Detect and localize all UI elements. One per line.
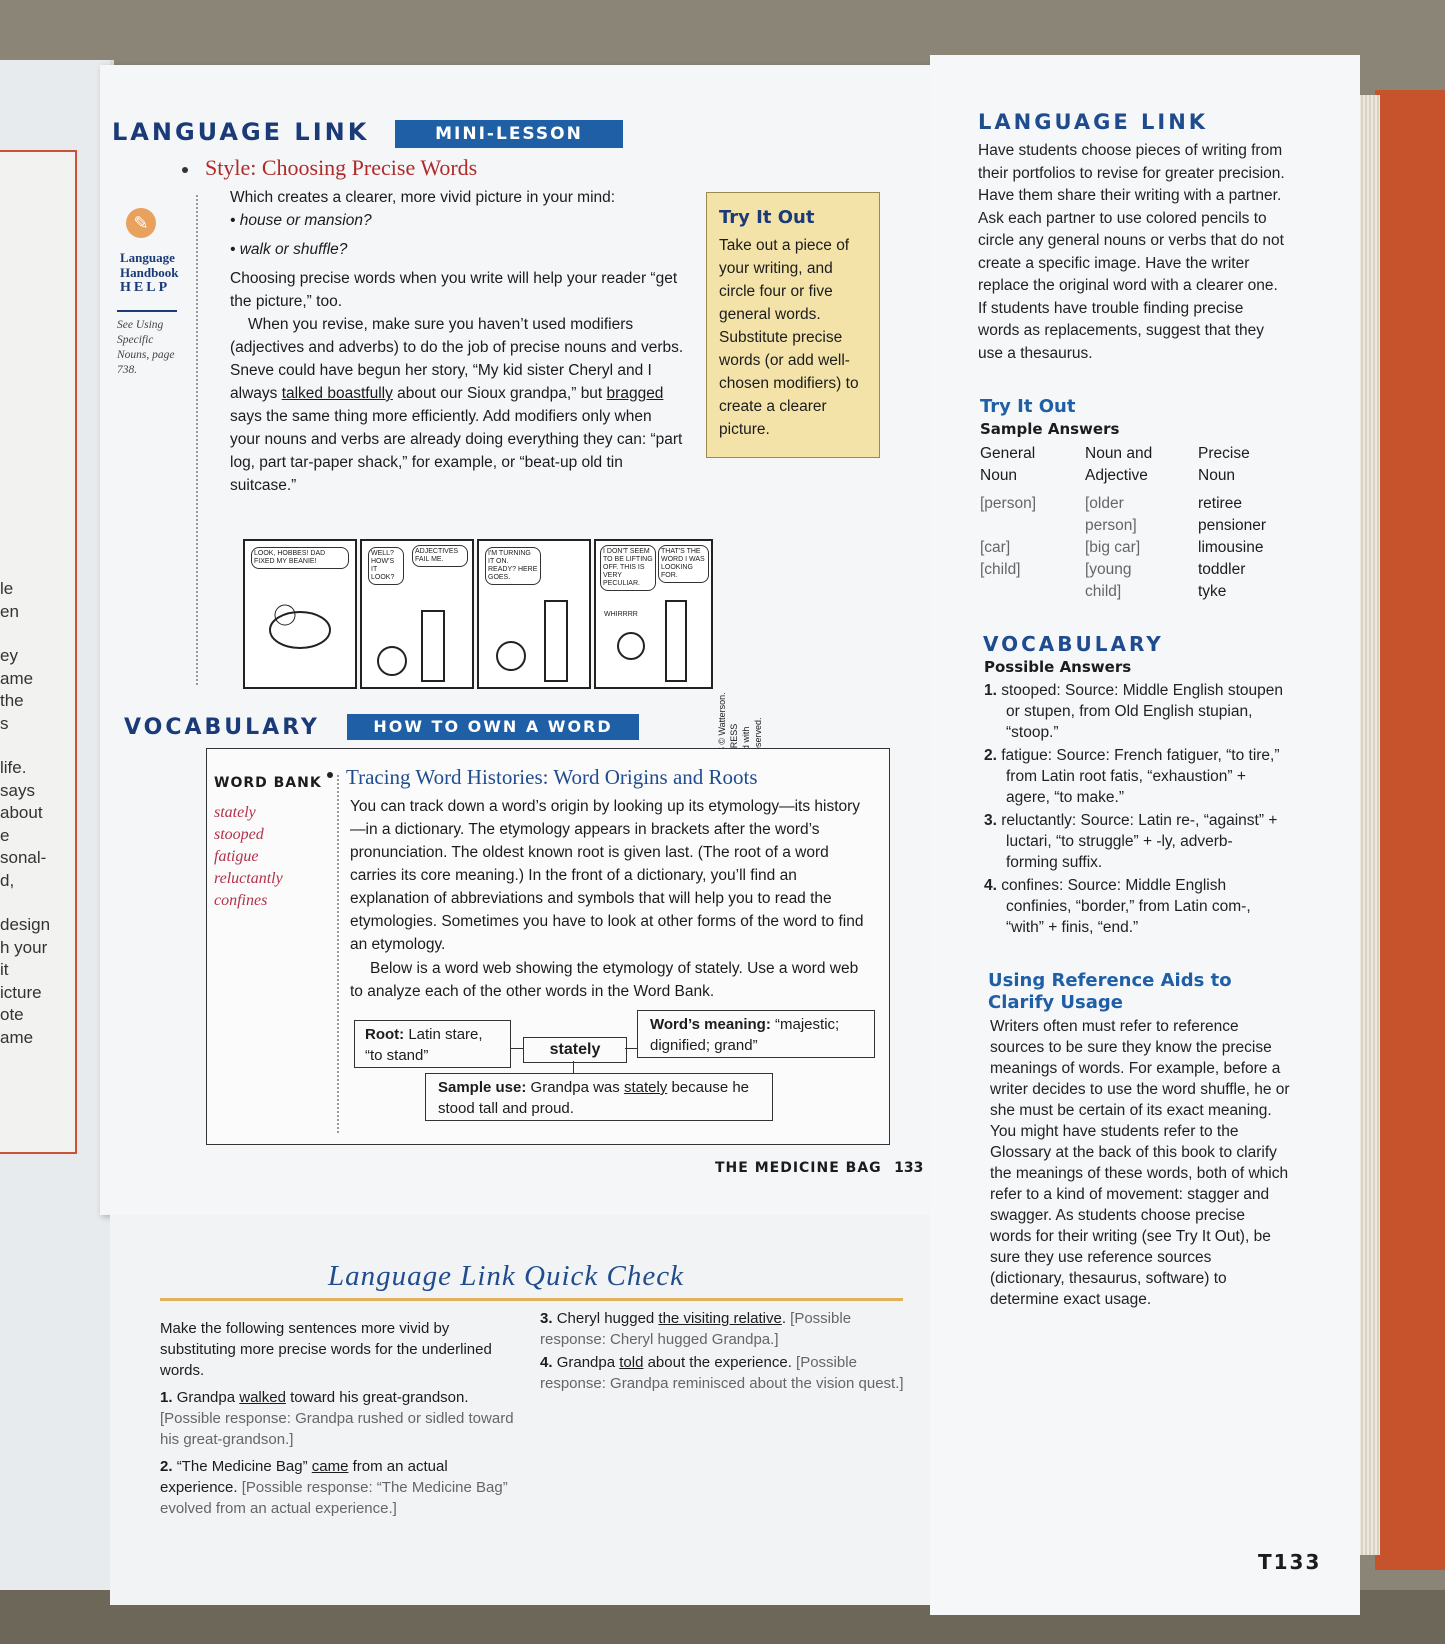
sample-answers-title: Sample Answers: [980, 420, 1120, 438]
word-bank-item: fatigue: [214, 848, 259, 865]
web-text: because he stood tall and proud.: [438, 1079, 750, 1117]
answer-text: fatigue: Source: French fatiguer, “to tire,” from Latin root fatis, “exhaustion” + agere, “to make.”: [1001, 747, 1280, 806]
speech-bubble: ADJECTIVES FAIL ME.: [412, 545, 468, 567]
word-bank-list: [214, 802, 283, 912]
text-run: When you revise, make sure you haven’t used modifiers (adjectives and adverbs) to do the job of precise nouns and verbs. Sneve could have begun her story, “My kid sister Cheryl and I always: [230, 316, 684, 402]
table-cell: retiree pensioner: [1198, 495, 1267, 534]
book-cover-edge: [1375, 90, 1445, 1570]
fragment: it: [0, 960, 9, 979]
text-run: about the experience.: [643, 1354, 792, 1371]
bullet-dot: [182, 167, 188, 173]
word-bank-item: confines: [214, 892, 268, 909]
text-run: toward his great-grandson.: [285, 1389, 469, 1406]
fragment: the: [0, 691, 24, 710]
bullet-text: house or mansion?: [239, 212, 372, 229]
answer-number: 1.: [984, 682, 997, 699]
text-run: from an actual experience.: [160, 1458, 448, 1496]
calvin-drawing: [596, 541, 711, 687]
answer-item: [984, 745, 1284, 808]
handbook-line: Handbook: [120, 265, 179, 280]
item-number: 4.: [540, 1354, 553, 1371]
underlined-word: told: [619, 1354, 644, 1371]
fragment: h your: [0, 937, 48, 957]
reference-aids-text: Writers often must refer to reference sources to be sure they know the precise meanings of words. For example, before a writer decides to use the word shuffle, he or she must be certain of its exact meaning. You might have students refer to the Glossary at the back of this book to clarify the meanings of these words, both of which refer to a kind of movement: stagger and swagger. As students choose precise words for their writing (see Try It Out), be sure they use reference sources (dictionary, thesaurus, software) to determine exact usage.: [990, 1018, 1290, 1308]
web-root-box: [354, 1020, 511, 1068]
answer-text: reluctantly: Source: Latin re-, “against” + luctari, “to struggle” + -ly, adverb-forming suffix.: [1001, 812, 1278, 871]
handbook-line: Language: [120, 250, 175, 265]
table-cell: [car]: [980, 539, 1011, 556]
underlined-word: walked: [239, 1389, 286, 1406]
answer-item: [984, 875, 1284, 938]
fragment: says: [0, 780, 35, 800]
teacher-page-number: T133: [1258, 1550, 1322, 1574]
bullet-walk: • walk or shuffle?: [230, 241, 348, 258]
try-it-out-title: Try It Out: [719, 207, 815, 228]
fragment: e: [0, 825, 10, 845]
table-header: Precise Noun: [1198, 445, 1250, 484]
web-text: “majestic; dignified; grand”: [650, 1016, 840, 1054]
web-label: Sample use:: [438, 1079, 527, 1096]
table-cell: [child]: [980, 561, 1021, 578]
word-bank-item: stooped: [214, 826, 264, 843]
lesson-title: Style: Choosing Precise Words: [205, 155, 478, 180]
quick-check-item: [160, 1456, 520, 1519]
quick-check-right: [540, 1308, 910, 1394]
table-cell: [young child]: [1085, 561, 1132, 600]
fragment: ote: [0, 1005, 24, 1024]
handbook-help: HELP: [120, 280, 171, 295]
text-run: “The Medicine Bag”: [176, 1458, 312, 1475]
how-to-own-pill: HOW TO OWN A WORD: [347, 714, 639, 740]
teacher-try-title: Try It Out: [980, 396, 1076, 417]
teacher-language-link-text: Have students choose pieces of writing from their portfolios to revise for greater precision. Have them share their writing with a partner. Ask each partner to use colored pencils to circle any general nouns or verbs that do not create a specific image. Have the writer replace the original word with a clearer one. If students have trouble finding precise words as replacements, suggest that they use a thesaurus.: [978, 142, 1285, 362]
sound-effect: WHIRRRR: [604, 611, 638, 618]
bullet-dot: [327, 772, 333, 778]
web-label: Word’s meaning:: [650, 1016, 771, 1033]
fragment: le: [0, 579, 14, 598]
text-run: Grandpa: [556, 1354, 620, 1371]
answer-item: [984, 680, 1284, 743]
handbook-divider: [117, 310, 177, 312]
possible-response: [Possible response: Grandpa rushed or sidled toward his great-grandson.]: [160, 1410, 514, 1448]
word-bank-title: WORD BANK: [214, 775, 322, 791]
web-text: stately: [623, 1079, 668, 1096]
hobbes-drawing: [362, 591, 472, 691]
lesson-paragraph: Choosing precise words when you write will help your reader “get the picture,” too.: [230, 270, 678, 310]
quick-check-rule: [160, 1298, 903, 1301]
comic-panel-2: [360, 539, 474, 689]
lesson-intro: Which creates a clearer, more vivid picture in your mind:: [230, 189, 616, 206]
possible-response: [Possible response: “The Medicine Bag” evolved from an actual experience.]: [160, 1479, 508, 1517]
word-bank-divider: [337, 775, 339, 1133]
quick-check-left: [160, 1318, 520, 1519]
fragment: d,: [0, 870, 15, 890]
etymology-answers: [984, 680, 1284, 938]
web-text: Grandpa was: [530, 1079, 624, 1096]
fragment: s: [0, 713, 9, 733]
try-it-out-box: [706, 192, 880, 458]
fragment: design: [0, 915, 51, 934]
text-run: says the same thing more efficiently. Add modifiers only when your nouns and verbs are already doing everything they can: “part log, part tar-paper shack,” for example, or “beat-up old tin suitcase.”: [230, 408, 683, 494]
speech-bubble: I'M TURNING IT ON. READY? HERE GOES.: [485, 547, 541, 585]
possible-answers-title: Possible Answers: [984, 658, 1132, 676]
teacher-vocabulary-heading: VOCABULARY: [983, 632, 1164, 656]
table-cell: [person]: [980, 495, 1037, 512]
answer-number: 4.: [984, 877, 997, 894]
language-link-heading: LANGUAGE LINK: [112, 118, 370, 146]
table-header: Noun and Adjective: [1085, 445, 1153, 484]
vocab-lesson-title: Tracing Word Histories: Word Origins and Roots: [346, 765, 758, 789]
quick-check-intro: Make the following sentences more vivid by substituting more precise words for the underlined words.: [160, 1320, 492, 1379]
answer-text: stooped: Source: Middle English stoupen or stupen, from Old English stupian, “stoop.”: [1001, 682, 1284, 741]
answer-number: 2.: [984, 747, 997, 764]
lesson-paragraph-2: [230, 313, 685, 497]
hobbes-drawing: [479, 591, 589, 691]
word-bank-item: reluctantly: [214, 870, 283, 887]
quick-check-item: [160, 1387, 520, 1450]
table-cell: [older person]: [1085, 495, 1137, 534]
comic-strip: [243, 539, 713, 689]
web-text: Latin stare, “to stand”: [365, 1026, 483, 1064]
fragment: en: [0, 601, 19, 621]
bullet-text: walk or shuffle?: [239, 241, 348, 258]
web-meaning-box: [637, 1010, 875, 1058]
bullet-house: • house or mansion?: [230, 212, 372, 229]
footer-page-number: 133: [894, 1160, 924, 1176]
speech-bubble: LOOK, HOBBES! DAD FIXED MY BEANIE!: [251, 547, 349, 569]
underlined-word: bragged: [606, 385, 664, 402]
vocab-paragraph-2: Below is a word web showing the etymology of stately. Use a word web to analyze each of the other words in the Word Bank.: [350, 960, 859, 1000]
vocabulary-heading: VOCABULARY: [124, 715, 320, 740]
web-label: Root:: [365, 1026, 405, 1043]
table-cell: limousine: [1198, 539, 1264, 556]
underlined-phrase: the visiting relative: [658, 1310, 782, 1327]
answer-text: confines: Source: Middle English confinies, “border,” from Latin com-, “with” + finis, “end.”: [1001, 877, 1251, 936]
possible-response: [Possible response: Grandpa reminisced about the vision quest.]: [540, 1354, 904, 1392]
reference-aids-heading: Using Reference Aids to Clarify Usage: [988, 970, 1232, 1013]
handbook-note: See Using Specific Nouns, page 738.: [117, 319, 175, 376]
speech-bubble: THAT'S THE WORD I WAS LOOKING FOR.: [658, 545, 709, 583]
web-sample-box: [425, 1073, 773, 1121]
quick-check-item: [540, 1308, 910, 1350]
fragment: icture: [0, 982, 42, 1002]
vocab-paragraph: You can track down a word’s origin by looking up its etymology—its history—in a dictionary. The etymology appears in brackets after the word’s pronunciation. The oldest known root is given last. (The root of a word carries its core meaning.) In the front of a dictionary, you’ll find an explanation of abbreviations and symbols that will help you to read the etymologies. Sometimes you have to look at other forms of the word to find an etymology.: [350, 798, 864, 953]
fragment: life.: [0, 758, 27, 777]
try-it-out-text: Take out a piece of your writing, and circle four or five general words. Substitute precise words (or add well-chosen modifiers) to create a clearer picture.: [719, 237, 859, 438]
item-number: 3.: [540, 1310, 553, 1327]
comic-panel-4: [594, 539, 713, 689]
answer-number: 3.: [984, 812, 997, 829]
answer-item: [984, 810, 1284, 873]
comic-panel-1: [243, 539, 357, 689]
lesson-body: [230, 186, 685, 497]
underlined-word: came: [311, 1458, 349, 1475]
table-header: General Noun: [980, 445, 1036, 484]
item-number: 1.: [160, 1389, 173, 1406]
fragment: about: [0, 803, 43, 822]
handbook-label: [120, 250, 179, 295]
footer-title: THE MEDICINE BAG: [715, 1160, 882, 1176]
text-run: Grandpa: [176, 1389, 240, 1406]
fragment: ey: [0, 646, 18, 665]
calvin-drawing: [245, 575, 355, 685]
table-cell: toddler tyke: [1198, 561, 1246, 600]
web-connector: [625, 1048, 637, 1049]
page-footer: [715, 1160, 923, 1176]
possible-response: [Possible response: Cheryl hugged Grandpa.]: [540, 1310, 852, 1348]
fragment: sonal-: [0, 848, 47, 867]
mini-lesson-pill: MINI-LESSON: [395, 120, 623, 148]
fragment: ame: [0, 1027, 34, 1047]
comic-panel-3: [477, 539, 591, 689]
table-cell: [big car]: [1085, 539, 1141, 556]
text-run: about our Sioux grandpa,” but: [392, 385, 607, 402]
speech-bubble: WELL? HOW'S IT LOOK?: [368, 547, 404, 585]
text-run: .: [781, 1310, 786, 1327]
word-bank-item: stately: [214, 804, 256, 821]
previous-page-text: [0, 578, 60, 1049]
quick-check-title: Language Link Quick Check: [328, 1260, 685, 1292]
speech-bubble: I DON'T SEEM TO BE LIFTING OFF. THIS IS VERY PECULIAR.: [600, 545, 656, 591]
text-run: Cheryl hugged: [556, 1310, 659, 1327]
web-center-box: stately: [523, 1037, 627, 1063]
teacher-language-link-heading: LANGUAGE LINK: [978, 110, 1209, 134]
handbook-icon: ✎: [126, 208, 156, 238]
item-number: 2.: [160, 1458, 173, 1475]
underlined-phrase: talked boastfully: [281, 385, 393, 402]
fragment: ame: [0, 668, 34, 688]
dotted-rule: [196, 195, 198, 685]
quick-check-item: [540, 1352, 910, 1394]
